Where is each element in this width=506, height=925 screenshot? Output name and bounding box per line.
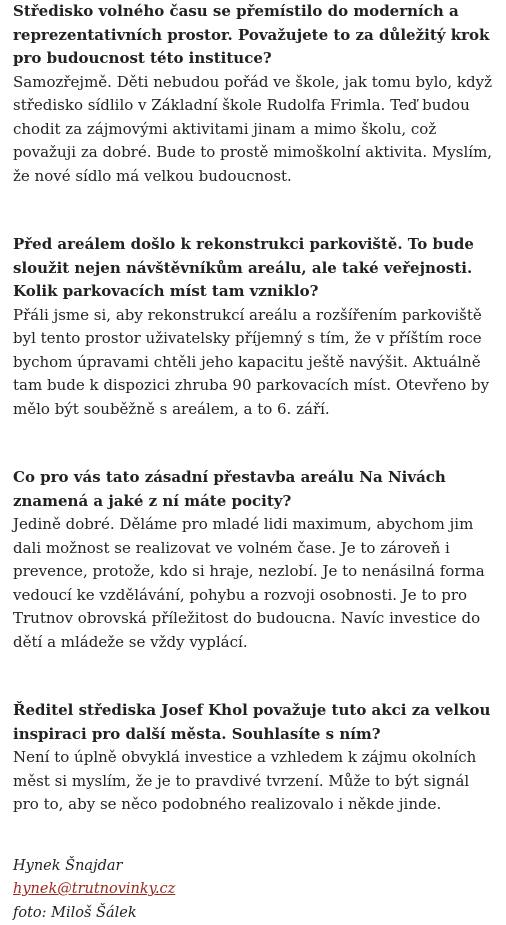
interview-answer: Jedině dobré. Děláme pro mladé lidi maximum, abychom jim dali možnost se realizovat ve volném čase. Je to zároveň i prevence, protože, kdo si hraje, nezlobí. Je to nenásilná forma vedoucí ke vzdělávání, pohybu a rozvoji osobnosti. Je to pro Trutnov obrovská příležitost do budoucna. Navíc investice do dětí a mládeže se vždy vyplácí. <box>13 513 494 654</box>
photo-credit: foto: Miloš Šálek <box>13 902 494 925</box>
author-email-link[interactable]: hynek@trutnovinky.cz <box>13 881 175 897</box>
interview-question: Co pro vás tato zásadní přestavba areálu Na Nivách znamená a jaké z ní máte pocity? <box>13 466 494 513</box>
interview-answer: Samozřejmě. Děti nebudou pořád ve škole, jak tomu bylo, když středisko sídlilo v Základní škole Rudolfa Frimla. Teď budou chodit za zájmovými aktivitami jinam a mimo školu, což považuji za dobré. Bude to prostě mimoškolní aktivita. Myslím, že nové sídlo má velkou budoucnost. <box>13 71 494 189</box>
interview-question: Před areálem došlo k rekonstrukci parkoviště. To bude sloužit nejen návštěvníkům areálu, ale také veřejnosti. Kolik parkovacích míst tam vzniklo? <box>13 233 494 304</box>
qa-block <box>13 0 494 188</box>
interview-answer: Přáli jsme si, aby rekonstrukcí areálu a rozšířením parkoviště byl tento prostor uživatelsky příjemný s tím, že v příštím roce bychom úpravami chtěli jeho kapacitu ještě navýšit. Aktuálně tam bude k dispozici zhruba 90 parkovacích míst. Otevřeno by mělo být souběžně s areálem, a to 6. září. <box>13 304 494 422</box>
interview-answer: Není to úplně obvyklá investice a vzhledem k zájmu okolních měst si myslím, že je to pravdivé tvrzení. Může to být signál pro to, aby se něco podobného realizovalo i někde jinde. <box>13 746 494 817</box>
qa-block <box>13 466 494 654</box>
author-email-line <box>13 878 494 902</box>
interview-question: Ředitel střediska Josef Khol považuje tuto akci za velkou inspiraci pro další města. Souhlasíte s ním? <box>13 699 494 746</box>
qa-block <box>13 233 494 421</box>
author-name: Hynek Šnajdar <box>13 855 494 879</box>
interview-question: Středisko volného času se přemístilo do moderních a reprezentativních prostor. Považujete to za důležitý krok pro budoucnost této instituce? <box>13 0 494 71</box>
byline <box>13 855 494 925</box>
qa-block <box>13 699 494 817</box>
